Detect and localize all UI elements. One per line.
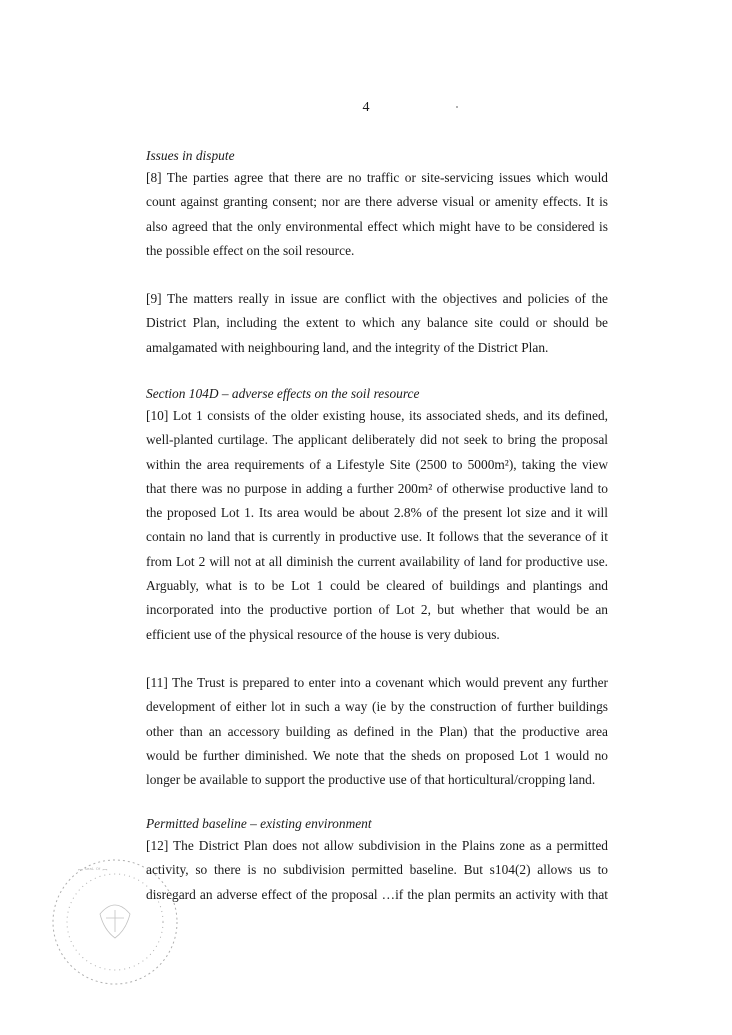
- paragraph-9: [146, 287, 608, 360]
- text-line: efficient use of the physical resource of the house is very dubious.: [146, 626, 500, 642]
- text-line: [12] The District Plan does not allow subdivision in the Plains zone as a permitted: [146, 838, 608, 853]
- section-heading: Section 104D – adverse effects on the soil resource: [146, 386, 420, 401]
- seal-text-fragment: ꟷ ˢᵉᵃᴸ ᴼᶠ ꟷ: [78, 867, 108, 874]
- text-line: [8] The parties agree that there are no traffic or site-servicing issues which would: [146, 170, 608, 185]
- section-heading: Issues in dispute: [146, 148, 235, 163]
- text-line: [10] Lot 1 consists of the older existing house, its associated sheds, and its defined,: [146, 408, 608, 423]
- text-line: that there was no purpose in adding a further 200m² of otherwise productive land to: [146, 480, 608, 496]
- paragraph-12: [146, 834, 608, 907]
- section-adverse-effects: [146, 386, 608, 792]
- text-line: also agreed that the only environmental effect which might have to be considered is: [146, 218, 608, 234]
- text-line: would be further diminished. We note that the sheds on proposed Lot 1 would no: [146, 747, 608, 763]
- text-line: count against granting consent; nor are there adverse visual or amenity effects. It is: [146, 194, 608, 210]
- text-line: amalgamated with neighbouring land, and the integrity of the District Plan.: [146, 339, 549, 355]
- section-heading: Permitted baseline – existing environment: [146, 816, 372, 831]
- text-line: Arguably, what is to be Lot 1 could be cleared of buildings and plantings and: [146, 578, 608, 594]
- text-line: [11] The Trust is prepared to enter into a covenant which would prevent any further: [146, 674, 608, 690]
- text-line: well-planted curtilage. The applicant deliberately did not seek to bring the proposal: [146, 432, 608, 448]
- text-line: [9] The matters really in issue are conflict with the objectives and policies of the: [146, 291, 608, 307]
- text-line: from Lot 2 will not at all diminish the current availability of land for productive use.: [146, 553, 608, 569]
- paragraph-8: [146, 166, 608, 263]
- paragraph-10: [146, 404, 608, 647]
- paragraph-11: [146, 671, 608, 792]
- text-line: incorporated into the productive portion of Lot 2, but whether that would be an: [146, 602, 608, 618]
- text-line: the proposed Lot 1. Its area would be about 2.8% of the present lot size and it will: [146, 505, 608, 521]
- text-line: District Plan, including the extent to which any balance site could or should be: [146, 315, 608, 331]
- text-line: disregard an adverse effect of the proposal …if the plan permits an activity with that: [146, 886, 608, 902]
- text-line: the possible effect on the soil resource.: [146, 242, 355, 258]
- text-line: other than an accessory building as defined in the Plan) that the productive area: [146, 723, 608, 739]
- text-line: contain no land that is currently in productive use. It follows that the severance of it: [146, 529, 608, 545]
- text-line: activity, so there is no subdivision permitted baseline. But s104(2) allows us to: [146, 862, 608, 878]
- section-permitted-baseline: [146, 816, 608, 907]
- text-line: longer be available to support the productive use of that horticultural/cropping land.: [146, 772, 596, 788]
- section-issues-in-dispute: [146, 148, 608, 360]
- page-number: 4: [362, 100, 370, 115]
- seal-crest: [100, 905, 130, 938]
- text-line: within the area requirements of a Lifestyle Site (2500 to 5000m²), taking the view: [146, 456, 608, 472]
- court-seal-stamp: [40, 852, 190, 992]
- scan-speck: [456, 106, 458, 108]
- text-line: development of either lot in such a way (ie by the construction of further buildings: [146, 699, 608, 715]
